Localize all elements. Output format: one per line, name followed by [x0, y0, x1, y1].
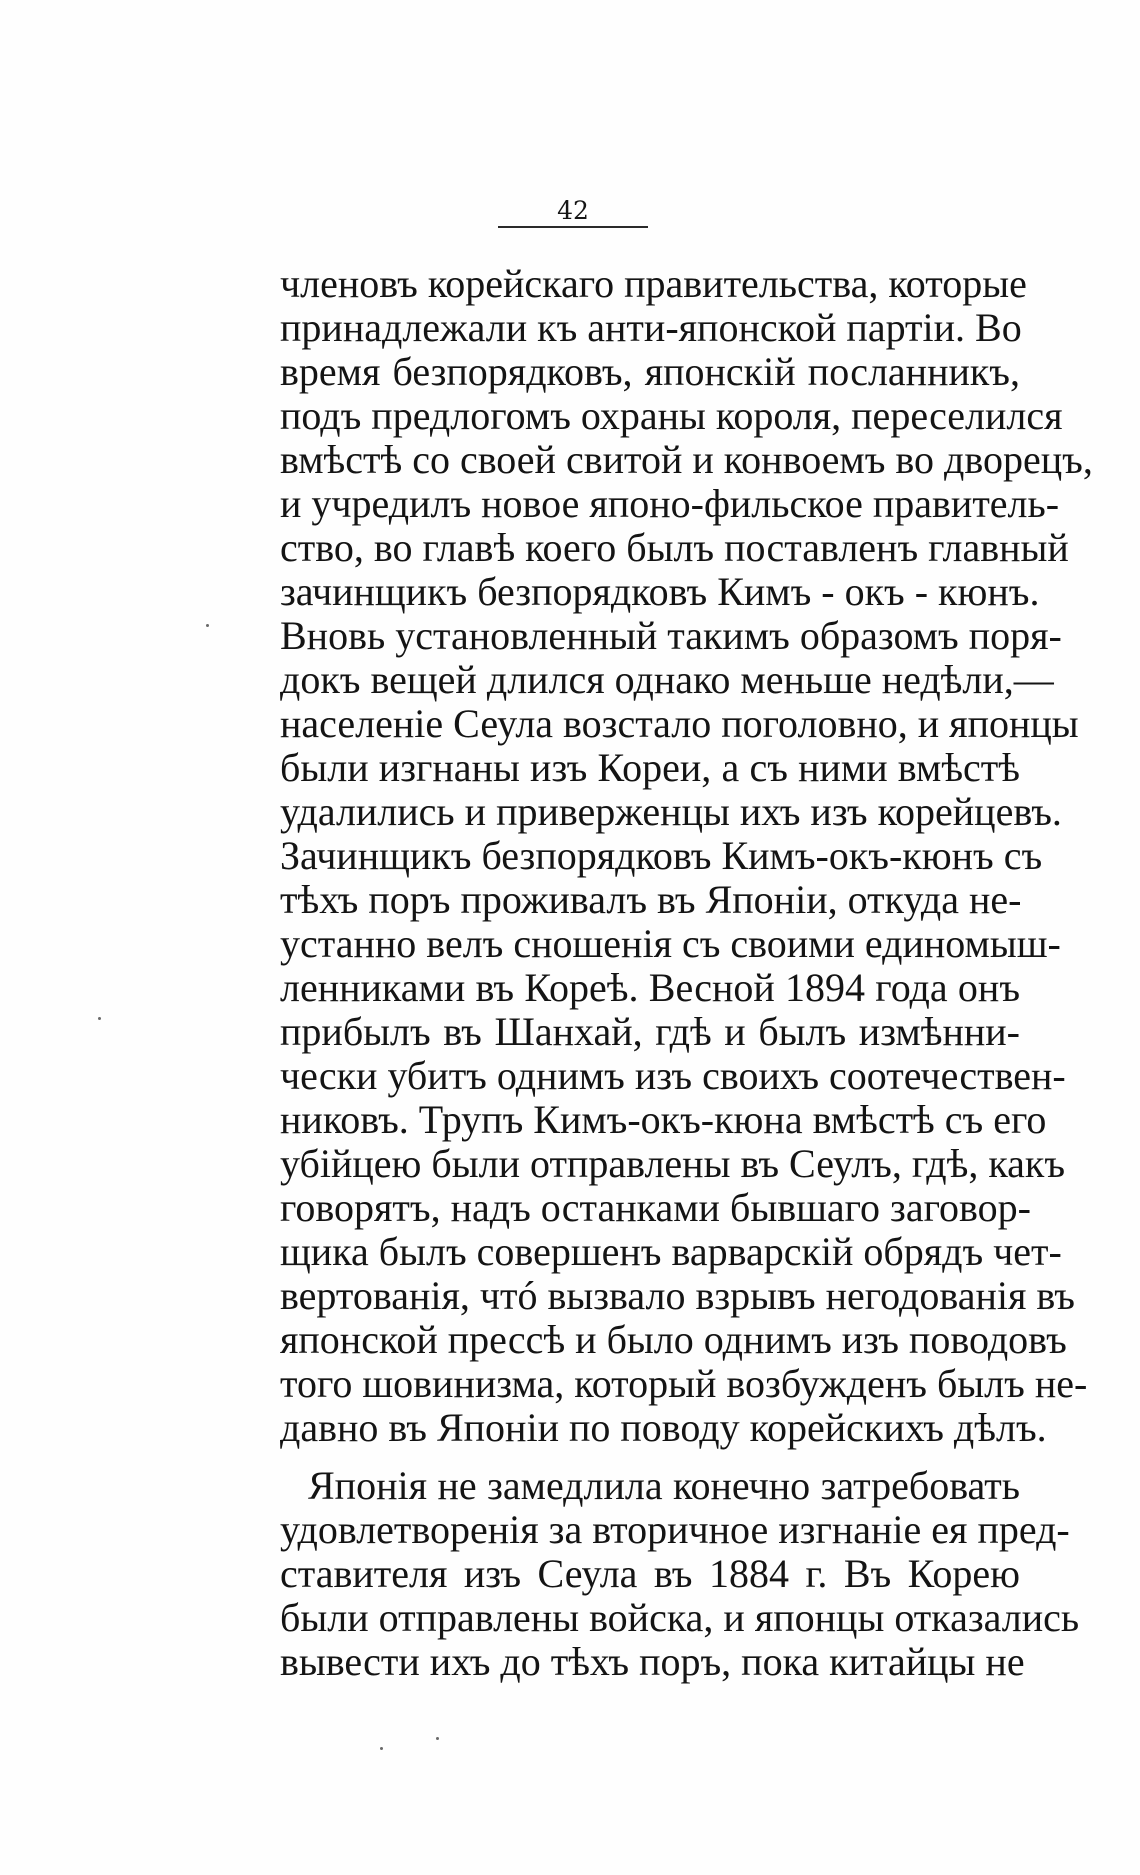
text-line: вывести ихъ до тѣхъ поръ, пока китайцы не: [280, 1639, 1025, 1684]
text-line: ленниками въ Кореѣ. Весной 1894 года онъ: [280, 965, 1020, 1010]
page-number: 42: [557, 196, 589, 225]
text-line: были изгнаны изъ Кореи, а съ ними вмѣстѣ: [280, 745, 1020, 790]
paragraph-gap: [280, 1450, 1020, 1464]
paragraph: [280, 1463, 1080, 1684]
paragraph: [280, 261, 1093, 1450]
text-line: японской прессѣ и было однимъ изъ поводовъ: [280, 1317, 1067, 1362]
text-line: щика былъ совершенъ варварскій обрядъ чет-: [280, 1229, 1062, 1274]
text-line: Зачинщикъ безпорядковъ Кимъ-окъ-кюнъ съ: [280, 833, 1043, 878]
scan-speck: [380, 1747, 383, 1750]
text-line: тѣхъ поръ проживалъ въ Японіи, откуда не-: [280, 877, 1022, 922]
text-line: населеніе Сеула возстало поголовно, и японцы: [280, 701, 1079, 746]
text-line: давно въ Японіи по поводу корейскихъ дѣлъ.: [280, 1405, 1047, 1450]
text-line: чески убитъ однимъ изъ своихъ соотечествен-: [280, 1053, 1066, 1098]
text-line: удалились и приверженцы ихъ изъ корейцевъ.: [280, 789, 1062, 834]
text-line: говорятъ, надъ останками бывшаго заговор-: [280, 1185, 1031, 1230]
header-rule: [498, 226, 648, 228]
scan-speck: [206, 624, 209, 627]
text-line: того шовинизма, который возбужденъ былъ не-: [280, 1361, 1088, 1406]
text-line: вертованія, чтó вызвало взрывъ негодованія въ: [280, 1273, 1075, 1318]
text-line: вмѣстѣ со своей свитой и конвоемъ во дворецъ,: [280, 437, 1093, 482]
text-line: удовлетворенія за вторичное изгнаніе ея пред-: [280, 1507, 1070, 1552]
text-line: были отправлены войска, и японцы отказались: [280, 1595, 1080, 1640]
text-line: докъ вещей длился однако меньше недѣли,—: [280, 657, 1054, 702]
text-line: подъ предлогомъ охраны короля, переселился: [280, 393, 1063, 438]
text-line: ставителя изъ Сеула въ 1884 г. Въ Корею: [280, 1551, 1020, 1596]
text-line: никовъ. Трупъ Кимъ-окъ-кюна вмѣстѣ съ его: [280, 1097, 1047, 1142]
body-text: [280, 261, 1093, 1684]
text-line: принадлежали къ анти-японской партіи. Во: [280, 305, 1022, 350]
text-line: зачинщикъ безпорядковъ Кимъ - окъ - кюнъ.: [280, 569, 1040, 614]
text-line: Японія не замедлила конечно затребовать: [308, 1463, 1020, 1508]
text-line: устанно велъ сношенія съ своими единомыш-: [280, 921, 1061, 966]
text-line: Вновь установленный такимъ образомъ поря-: [280, 613, 1062, 658]
scan-speck: [98, 1017, 101, 1020]
text-line: ство, во главѣ коего былъ поставленъ главный: [280, 525, 1069, 570]
text-line: и учредилъ новое японо-фильское правитель-: [280, 481, 1060, 526]
text-line: прибылъ въ Шанхай, гдѣ и былъ измѣнни-: [280, 1009, 1020, 1054]
scan-speck: [436, 1737, 439, 1740]
text-line: время безпорядковъ, японскій посланникъ,: [280, 349, 1020, 394]
text-line: убійцею были отправлены въ Сеулъ, гдѣ, какъ: [280, 1141, 1066, 1186]
text-line: членовъ корейскаго правительства, которые: [280, 261, 1027, 306]
